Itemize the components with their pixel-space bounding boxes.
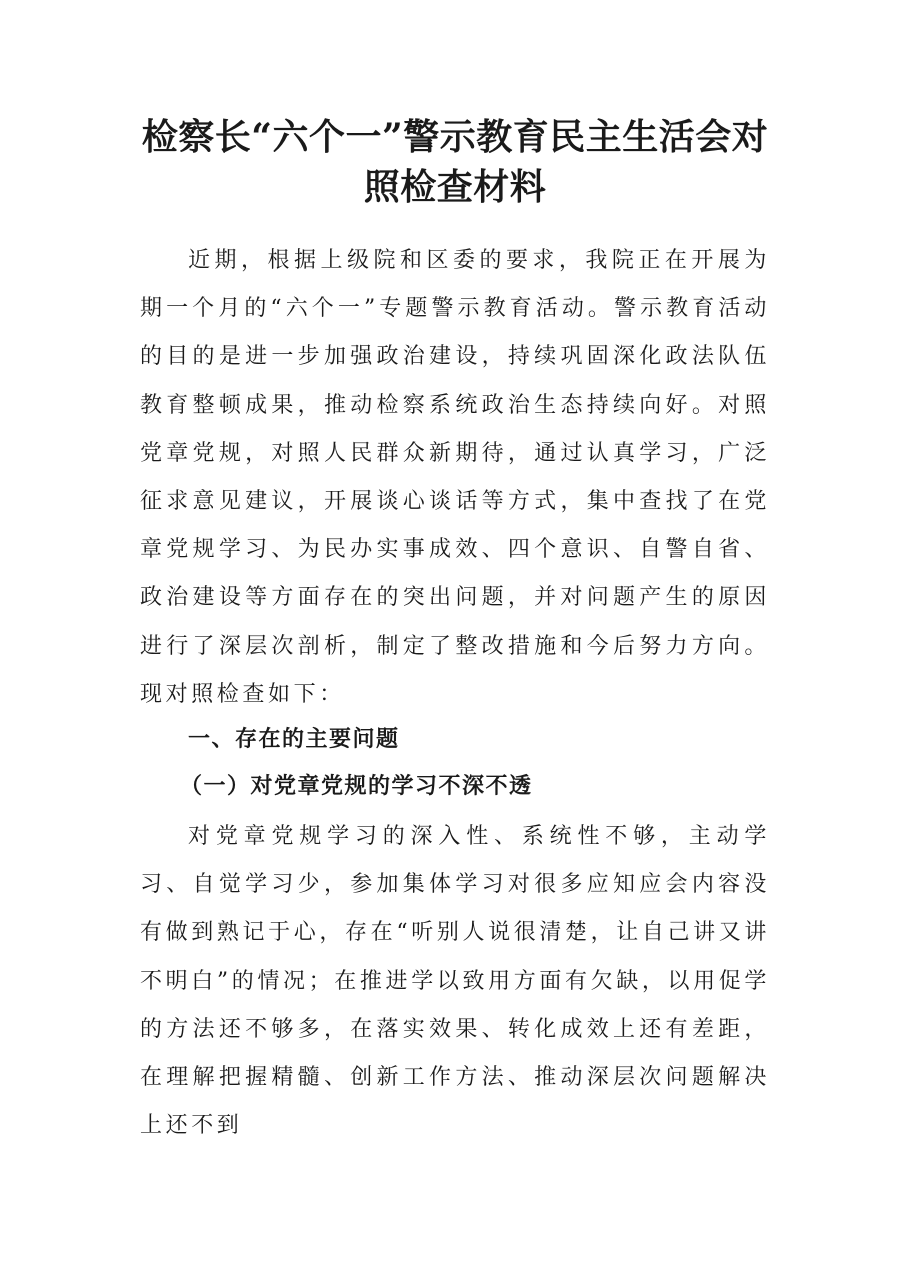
subsection-heading-party-rules-study: （一）对党章党规的学习不深不透 [180, 774, 533, 799]
section-heading-main-problems: 一、存在的主要问题 [188, 727, 400, 752]
document-title-line-2: 照检查材料 [363, 166, 547, 208]
document-title-line-1: 检察长“六个一”警示教育民主生活会对 [141, 116, 769, 158]
document-title [120, 112, 790, 212]
intro-paragraph: 近期，根据上级院和区委的要求，我院正在开展为期一个月的“六个一”专题警示教育活动。警示教育活动的目的是进一步加强政治建设，持续巩固深化政法队伍教育整顿成果，推动检察系统政治生态持续向好。对照党章党规，对照人民群众新期待，通过认真学习，广泛征求意见建议，开展谈心谈话等方式，集中查找了在党章党规学习、为民办实事成效、四个意识、自警自省、政治建设等方面存在的突出问题，并对问题产生的原因进行了深层次剖析，制定了整改措施和今后努力方向。现对照检查如下： [140, 248, 770, 707]
subsection-paragraph-party-rules-study: 对党章党规学习的深入性、系统性不够，主动学习、自觉学习少，参加集体学习对很多应知应会内容没有做到熟记于心，存在“听别人说很清楚，让自己讲又讲不明白”的情况；在推进学以致用方面有欠缺，以用促学的方法还不够多，在落实效果、转化成效上还有差距，在理解把握精髓、创新工作方法、推动深层次问题解决上还不到 [140, 824, 770, 1139]
